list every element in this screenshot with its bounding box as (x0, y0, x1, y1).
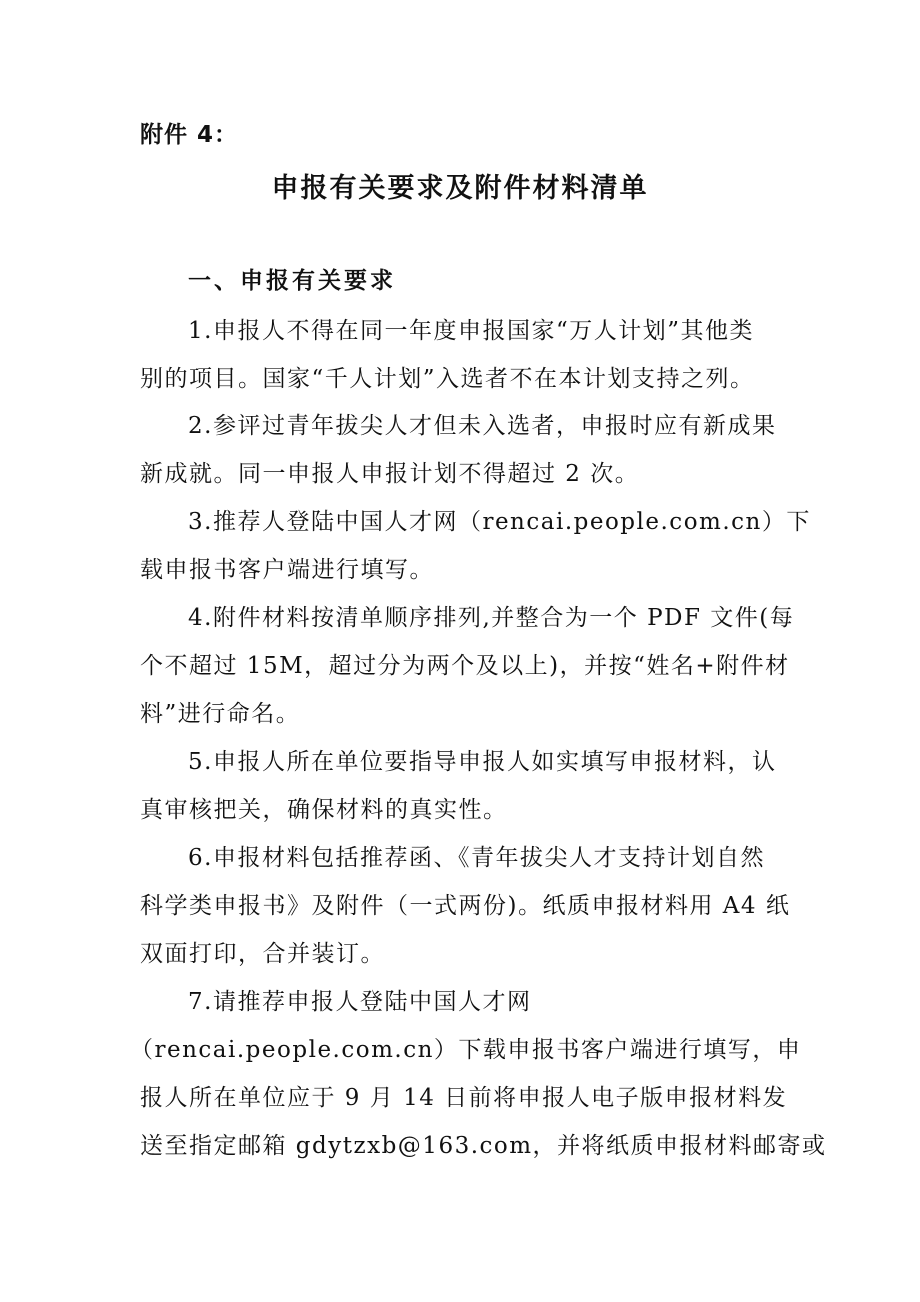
paragraph-line: 5.申报人所在单位要指导申报人如实填写申报材料，认 (188, 749, 777, 775)
section-heading: 一、申报有关要求 (188, 268, 396, 294)
paragraph-line: 科学类申报书》及附件（一式两份)。纸质申报材料用 A4 纸 (140, 893, 791, 919)
paragraph-line: 6.申报材料包括推荐函、《青年拔尖人才支持计划自然 (188, 845, 765, 871)
paragraph-line: 7.请推荐申报人登陆中国人才网 (188, 989, 532, 1015)
paragraph-line: 2.参评过青年拔尖人才但未入选者，申报时应有新成果 (188, 413, 777, 439)
paragraph-line: 双面打印，合并装订。 (140, 941, 385, 967)
paragraph-line: 别的项目。国家“千人计划”入选者不在本计划支持之列。 (140, 366, 755, 392)
paragraph-line: 4.附件材料按清单顺序排列,并整合为一个 PDF 文件(每 (188, 605, 795, 631)
attachment-label: 附件 4： (140, 122, 239, 148)
paragraph-line: （rencai.people.com.cn）下载申报书客户端进行填写，申 (130, 1037, 802, 1063)
paragraph-line: 料”进行命名。 (140, 701, 301, 727)
paragraph-line: 新成就。同一申报人申报计划不得超过 2 次。 (140, 461, 640, 487)
paragraph-line: 载申报书客户端进行填写。 (140, 557, 434, 583)
paragraph-line: 1.申报人不得在同一年度申报国家“万人计划”其他类 (188, 318, 754, 344)
paragraph-line: 3.推荐人登陆中国人才网（rencai.people.com.cn）下 (188, 509, 811, 535)
paragraph-line: 个不超过 15M，超过分为两个及以上)，并按“姓名+附件材 (140, 653, 790, 679)
paragraph-line: 送至指定邮箱 gdytzxb@163.com，并将纸质申报材料邮寄或 (140, 1133, 827, 1159)
paragraph-line: 真审核把关，确保材料的真实性。 (140, 797, 508, 823)
page-title: 申报有关要求及附件材料清单 (271, 173, 649, 204)
paragraph-line: 报人所在单位应于 9 月 14 日前将申报人电子版申报材料发 (140, 1085, 788, 1111)
